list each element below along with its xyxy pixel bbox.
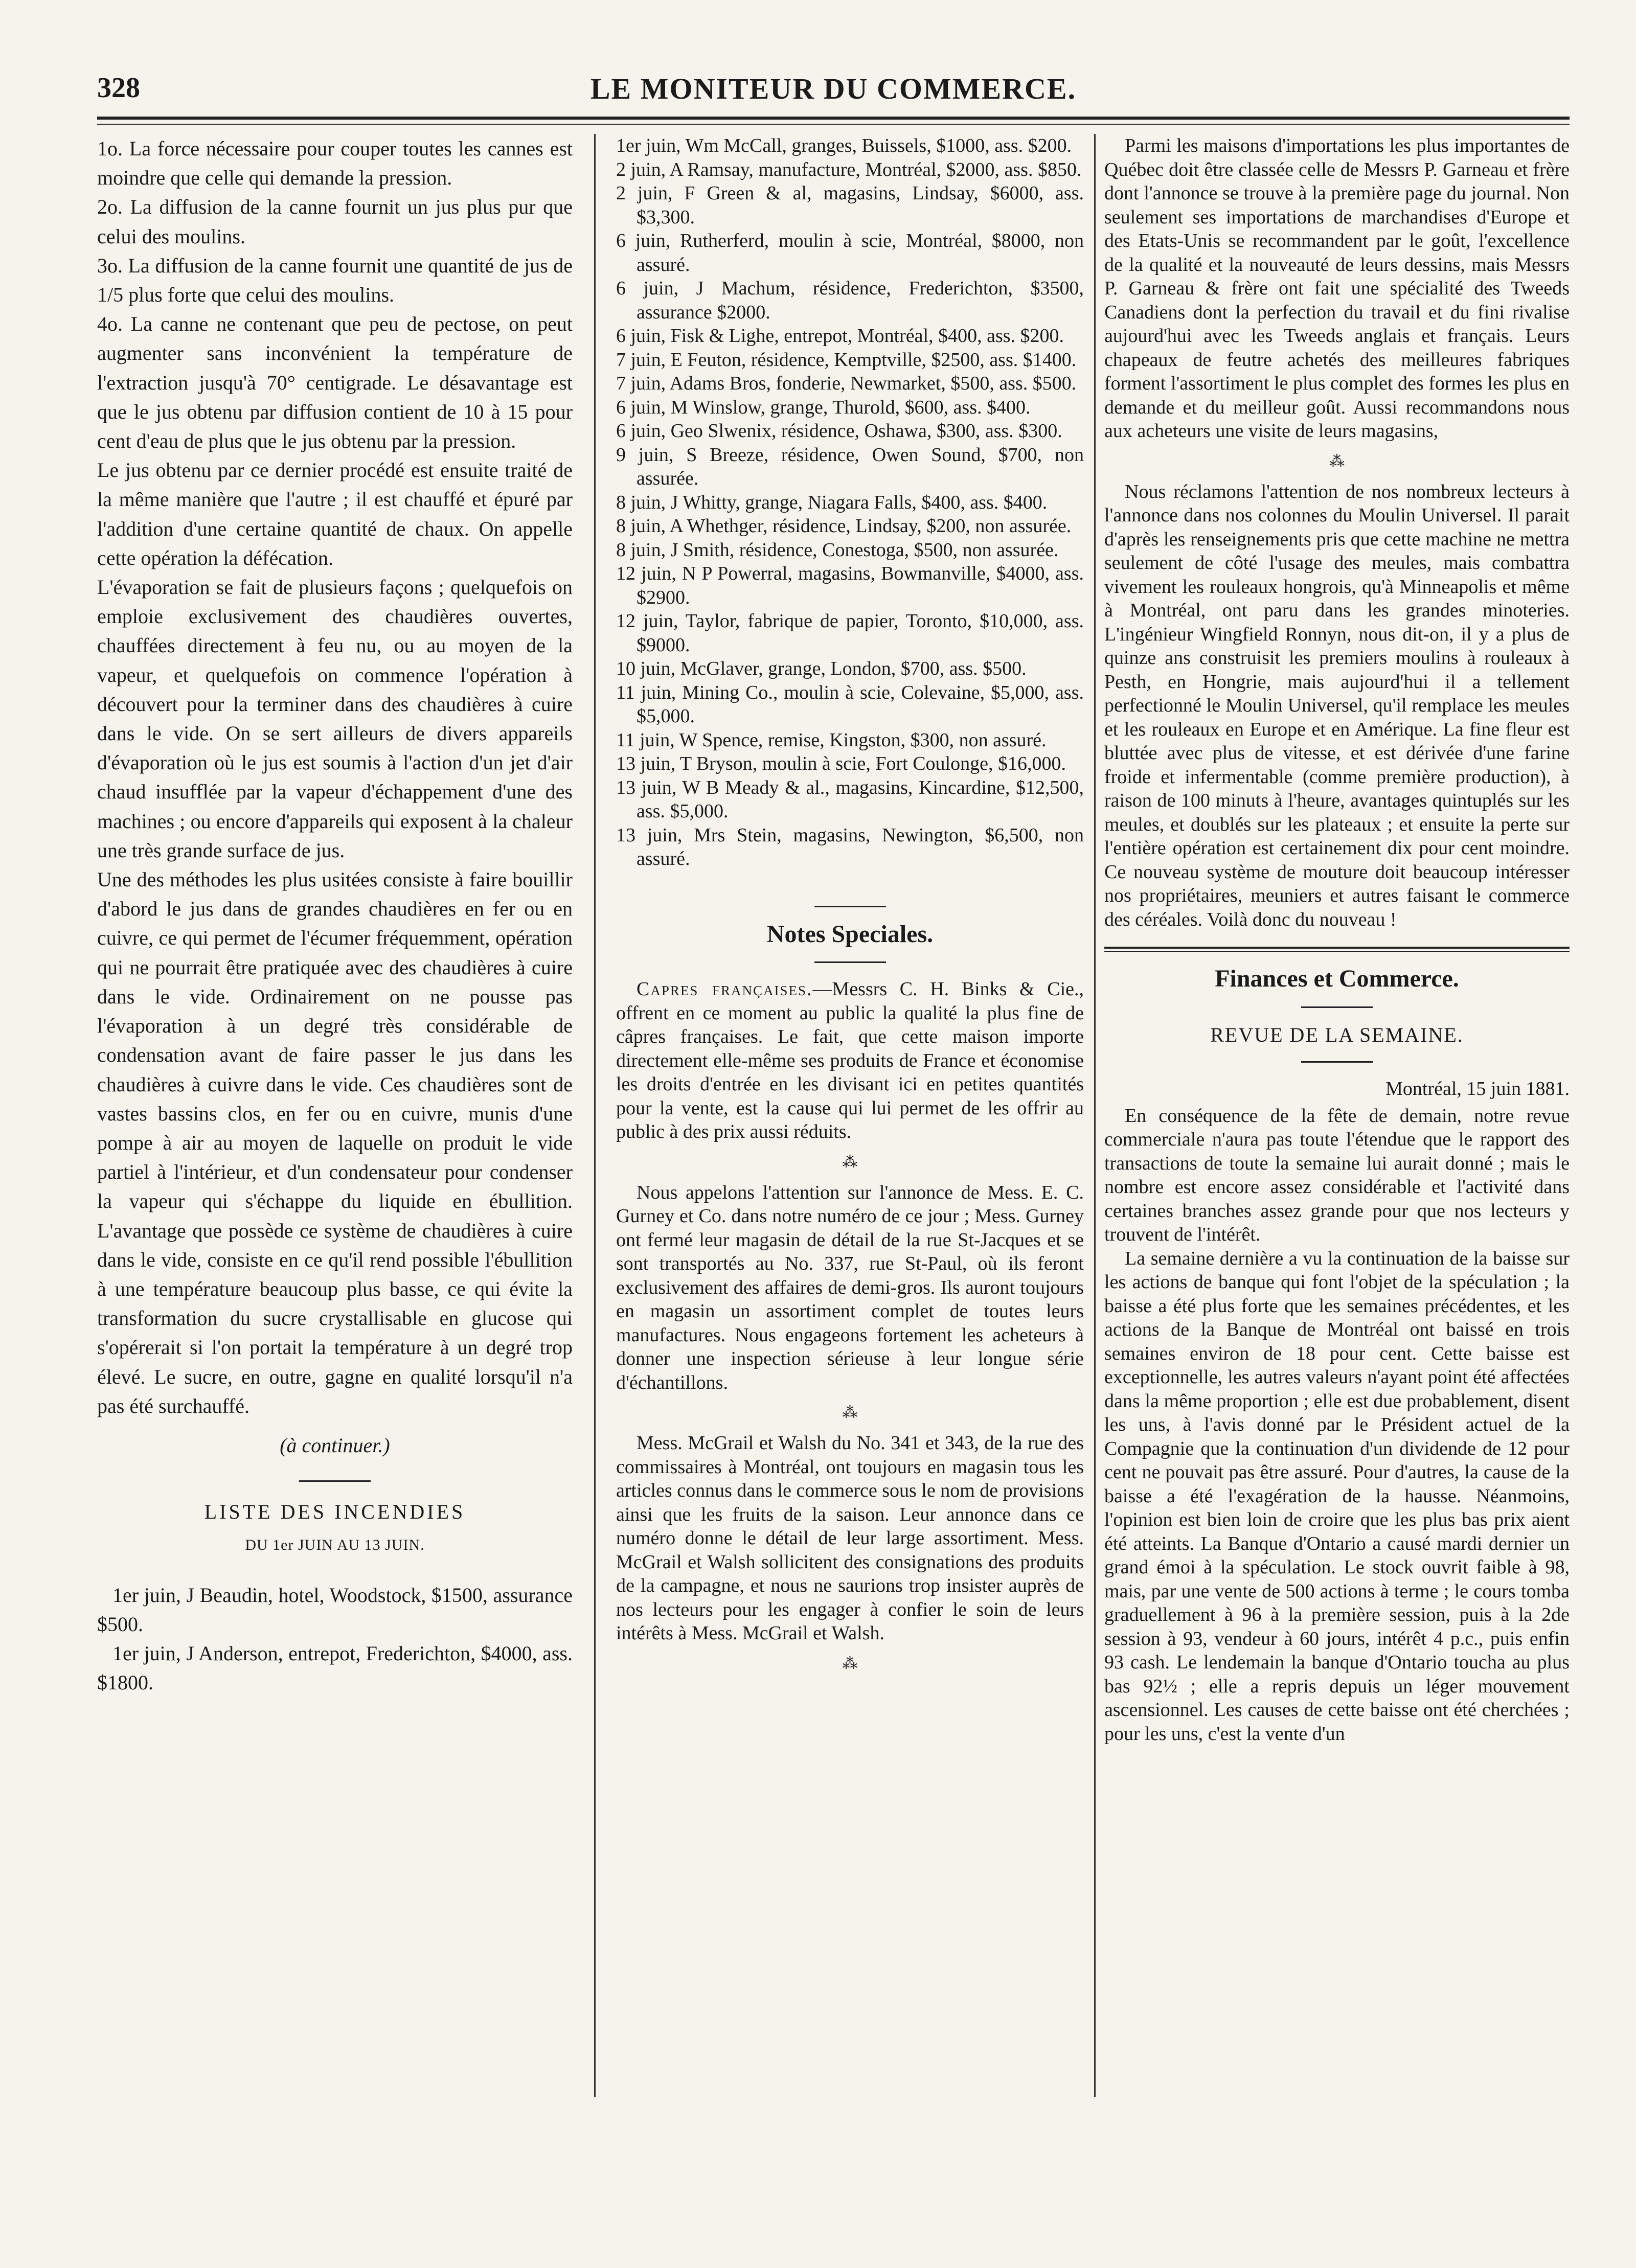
fire-entry: 1er juin, J Anderson, entrepot, Frederichton, $4000, ass. $1800. bbox=[97, 1641, 573, 1694]
page-header bbox=[97, 72, 1570, 112]
fire-list-subtitle: DU 1er JUIN AU 13 JUIN. bbox=[245, 1537, 425, 1554]
fire-entry: 9 juin, S Breeze, résidence, Owen Sound, $700, non assurée. bbox=[616, 444, 1084, 489]
continued-note: (à continuer.) bbox=[280, 1433, 390, 1457]
fire-entry: 7 juin, Adams Bros, fonderie, Newmarket, $500, ass. $500. bbox=[616, 373, 1077, 394]
fire-entry: 8 juin, J Smith, résidence, Conestoga, $500, non assurée. bbox=[616, 539, 1059, 561]
separator-stars: ⁂ bbox=[842, 1153, 858, 1171]
fire-entry: 6 juin, M Winslow, grange, Thurold, $600, ass. $400. bbox=[616, 396, 1031, 418]
fire-entry: 6 juin, Geo Slwenix, résidence, Oshawa, $300, ass. $300. bbox=[616, 420, 1062, 442]
review-paragraph: La semaine dernière a vu la continuation de la baisse sur les actions de banque qui font l'objet de la spéculation ; la baisse a été plus forte que les semaines précédentes, et les actions de la Banque de Montréal ont baissé en trois semaines environ de 18 pour cent. Cette baisse est exceptionnelle, les autres valeurs n'ayant point été affectées dans la même proportion ; elle est due probablement, disent les uns, à l'avis donné par le Président actuel de la Compagnie que la continuation d'un dividende de 12 pour cent ne pouvait pas être assuré. Pour d'autres, la cause de la baisse a été l'exagération de la hausse. Néanmoins, l'opinion est bien loin de croire que les plus bas prix aient été atteints. La Banque d'Ontario a causé mardi dernier un grand émoi à la spéculation. Le stock ouvrit faible à 98, mais, par une vente de 500 actions à terme ; le cours tomba graduellement à 96 à la première session, puis à la 2de session à 93, vendeur à 60 jours, intérêt 4 p.c., puis enfin 93 cash. Le lendemain la banque d'Ontario toucha au plus bas 92½ ; elle a repris depuis un léger mouvement ascensionnel. Les causes de cette baisse ont été cherchées ; pour les uns, c'est la vente d'un bbox=[1104, 1247, 1570, 1745]
fire-entry: 6 juin, J Machum, résidence, Frederichton, $3500, assurance $2000. bbox=[616, 278, 1084, 323]
notes-paragraph: Nous appelons l'attention sur l'annonce de Mess. E. C. Gurney et Co. dans notre numéro de ce jour ; Mess. Gurney ont fermé leur magasin de détail de la rue St-Jacques et se sont transportés au No. 337, rue St-Paul, où ils feront exclusivement des affaires de demi-gros. Ils auront toujours en magasin un assortiment complet de toutes leurs manufactures. Nous engageons fortement les acheteurs à donner une inspection sérieuse à leur longue série d'échantillons. bbox=[616, 1181, 1084, 1393]
fire-entry: 12 juin, N P Powerral, magasins, Bowmanville, $4000, ass. $2900. bbox=[616, 563, 1084, 608]
masthead: LE MONITEUR DU COMMERCE. bbox=[590, 72, 1077, 105]
fire-list-title: LISTE DES INCENDIES bbox=[204, 1500, 466, 1524]
column-3 bbox=[1104, 134, 1570, 1746]
fire-entry: 1er juin, Wm McCall, granges, Buissels, $1000, ass. $200. bbox=[616, 135, 1072, 156]
review-paragraph: En conséquence de la fête de demain, notre revue commerciale n'aura pas toute l'étendue que le rapport des transactions de toute la semaine lui aurait donné ; mais le nombre est encore assez considérable et l'activité dans certaines branches assez grande pour que nos lecteurs y trouvent de l'intérêt. bbox=[1104, 1105, 1570, 1245]
fire-entry: 6 juin, Fisk & Lighe, entrepot, Montréal, $400, ass. $200. bbox=[616, 325, 1064, 347]
capres-label: Capres françaises. bbox=[637, 978, 813, 1000]
section-rule bbox=[814, 961, 886, 963]
section-rule bbox=[1301, 1061, 1373, 1063]
separator-stars: ⁂ bbox=[842, 1404, 858, 1421]
notes-paragraph: Mess. McGrail et Walsh du No. 341 et 343, de la rue des commissaires à Montréal, ont toujours en magasin tous les articles connus dans le commerce sous le nom de provisions ainsi que les fruits de la saison. Leur annonce dans ce numéro donne le détail de leur large assortiment. Mess. McGrail et Walsh sollicitent des consignations des produits de la campagne, et nous ne saurions trop insister auprès de nos lecteurs pour les engager à confier le soin de leurs intérêts à Mess. McGrail et Walsh. bbox=[616, 1432, 1084, 1644]
fire-entry: 6 juin, Rutherferd, moulin à scie, Montréal, $8000, non assuré. bbox=[616, 230, 1084, 276]
dateline: Montréal, 15 juin 1881. bbox=[1385, 1078, 1570, 1099]
fire-entry: 2 juin, A Ramsay, manufacture, Montréal, $2000, ass. $850. bbox=[616, 158, 1082, 180]
paragraph: 2o. La diffusion de la canne fournit un jus plus pur que celui des moulins. bbox=[97, 195, 573, 248]
section-double-rule bbox=[1104, 947, 1570, 952]
separator-stars: ⁂ bbox=[1329, 452, 1345, 470]
fire-entry: 12 juin, Taylor, fabrique de papier, Toronto, $10,000, ass. $9000. bbox=[616, 610, 1084, 656]
section-rule bbox=[1301, 1006, 1373, 1008]
fire-entry: 13 juin, T Bryson, moulin à scie, Fort Coulonge, $16,000. bbox=[616, 753, 1066, 774]
fire-entry: 13 juin, W B Meady & al., magasins, Kincardine, $12,500, ass. $5,000. bbox=[616, 776, 1084, 822]
capres-text: —Messrs C. H. Binks & Cie., offrent en ce moment au public la qualité la plus fine de câpres françaises. Le fait, que cette maison importe directement elle-même ses produits de France et économise les droits d'entrée en les divisant ici en petites quantités pour la vente, est la cause qui lui permet de les offrir au public à des prix aussi réduits. bbox=[616, 978, 1084, 1142]
notes-section-title: Notes Speciales. bbox=[766, 920, 934, 948]
header-rule bbox=[97, 117, 1570, 120]
header-rule-thin bbox=[97, 124, 1570, 125]
fire-entry: 8 juin, A Whethger, résidence, Lindsay, $200, non assurée. bbox=[616, 515, 1072, 537]
section-rule bbox=[299, 1480, 371, 1482]
fire-entry: 7 juin, E Feuton, résidence, Kemptville, $2500, ass. $1400. bbox=[616, 349, 1077, 371]
paragraph: 4o. La canne ne contenant que peu de pectose, on peut augmenter sans inconvénient la température de l'extraction jusqu'à 70° centigrade. Le désavantage est que le jus obtenu par diffusion contient de 10 à 15 pour cent d'eau de plus que le jus obtenu par la pression. bbox=[97, 312, 573, 453]
fire-entry: 2 juin, F Green & al, magasins, Lindsay, $6000, ass. $3,300. bbox=[616, 182, 1084, 228]
fire-entry: 1er juin, J Beaudin, hotel, Woodstock, $1500, assurance $500. bbox=[97, 1583, 573, 1636]
paragraph: Le jus obtenu par ce dernier procédé est ensuite traité de la même manière que l'autre ; il est chauffé et épuré par l'addition d'une certaine quantité de chaux. On appelle cette opération la défécation. bbox=[97, 459, 573, 569]
paragraph: 3o. La diffusion de la canne fournit une quantité de jus de 1/5 plus forte que celui des moulins. bbox=[97, 254, 573, 307]
notes-paragraph bbox=[616, 977, 1084, 1144]
paragraph: L'évaporation se fait de plusieurs façons ; quelquefois on emploie exclusivement des chaudières ouvertes, chauffées directement à feu nu, ou au moyen de la vapeur, et quelquefois on commence l'opération à découvert pour la terminer dans des chaudières à cuire dans le vide. On se sert ailleurs de divers appareils d'évaporation où le jus est soumis à l'action d'un jet d'air chaud insufflée par la vapeur d'échappement d'une des machines ; ou encore d'appareils qui exposent à la chaleur une très grande surface de jus. bbox=[97, 576, 573, 862]
page-number: 328 bbox=[97, 72, 140, 104]
fire-entry: 13 juin, Mrs Stein, magasins, Newington, $6,500, non assuré. bbox=[616, 824, 1084, 869]
notes-paragraph: Parmi les maisons d'importations les plus importantes de Québec doit être classée celle de Messrs P. Garneau et frère dont l'annonce se trouve à la première page du journal. Non seulement ses importations de marchandises d'Europe et des Etats-Unis se recommandent par le goût, l'excellence de la qualité et la nouveauté de leurs dessins, mais Messrs P. Garneau & frère ont fait une spécialité des Tweeds Canadiens dont la perfection du travail et du fini rivalise aujourd'hui avec les Tweeds anglais et français. Leurs chapeaux de feutre achetés des meilleures fabriques forment l'assortiment le plus complet des formes les plus en demande et du meilleur goût. Aussi recommandons nous aux acheteurs une visite de leurs magasins, bbox=[1104, 135, 1570, 442]
fire-entry: 11 juin, W Spence, remise, Kingston, $300, non assuré. bbox=[616, 729, 1047, 751]
fire-entry: 8 juin, J Whitty, grange, Niagara Falls, $400, ass. $400. bbox=[616, 491, 1048, 513]
notes-paragraph: Nous réclamons l'attention de nos nombreux lecteurs à l'annonce dans nos colonnes du Moulin Universel. Il parait d'après les renseignements pris que cette machine ne mettra seulement de côté l'usage des meules, mais combattra vivement les rouleaux hongrois, qu'à Minneapolis et même à Montréal, ont paru dans les grandes minoteries. L'ingénieur Wingfield Ronnyn, nous dit-on, il y a plus de quinze ans construisit les premiers moulins à rouleaux à Pesth, en Hongrie, mais aujourd'hui il a tellement perfectionné le Moulin Universel, qu'il remplace les meules et les rouleaux en Europe et en Amérique. La fine fleur est bluttée avec plus de vitesse, et est dérivée d'une farine froide et infermentable (comme première production), à raison de 100 minuts à l'heure, avantages quintuplés sur les meules, et doublés sur les plateaux ; et ensuite la perte sur l'entière opération est certainement dix pour cent moindre. Ce nouveau système de mouture doit beaucoup intéresser nos propriétaires, meuniers et autres faisant le commerce des céréales. Voilà donc du nouveau ! bbox=[1104, 480, 1570, 930]
paragraph: 1o. La force nécessaire pour couper toutes les cannes est moindre que celle qui demande la pression. bbox=[97, 137, 573, 190]
column-1 bbox=[97, 134, 573, 1697]
fire-entry: 10 juin, McGlaver, grange, London, $700, ass. $500. bbox=[616, 658, 1027, 679]
paragraph: Une des méthodes les plus usitées consiste à faire bouillir d'abord le jus dans de grandes chaudières en fer ou en cuivre, ce qui permet de l'écumer fréquemment, opération qui ne pourrait être pratiquée avec des chaudières à cuire dans le vide. Ordinairement on ne pousse pas l'évaporation à un degré très considérable de condensation avant de faire passer le jus dans les chaudières à cuivre dans le vide. Ces chaudières sont de vastes bassins clos, en fer ou en cuivre, munis d'une pompe à air au moyen de laquelle on produit le vide partiel à l'intérieur, et d'un condensateur pour condenser la vapeur qui s'échappe du liquide en ébullition. L'avantage que possède ce système de chaudières à cuire dans le vide, consiste en ce qu'il rend possible l'ébullition à une température beaucoup plus basse, ce qui évite la transformation du sucre crystallisable en glucose qui s'opérerait si l'on portait la température à un degré trop élevé. Le sucre, en outre, gagne en qualité lorsqu'il n'a pas été surchauffé. bbox=[97, 868, 573, 1417]
column-2 bbox=[616, 134, 1084, 1682]
separator-stars: ⁂ bbox=[842, 1655, 858, 1672]
review-title: REVUE DE LA SEMAINE. bbox=[1210, 1023, 1464, 1046]
column-divider-1 bbox=[594, 134, 596, 2097]
column-divider-2 bbox=[1094, 134, 1096, 2097]
section-rule bbox=[814, 906, 886, 907]
fire-entry: 11 juin, Mining Co., moulin à scie, Colevaine, $5,000, ass. $5,000. bbox=[616, 681, 1084, 727]
finance-section-title: Finances et Commerce. bbox=[1215, 965, 1459, 992]
